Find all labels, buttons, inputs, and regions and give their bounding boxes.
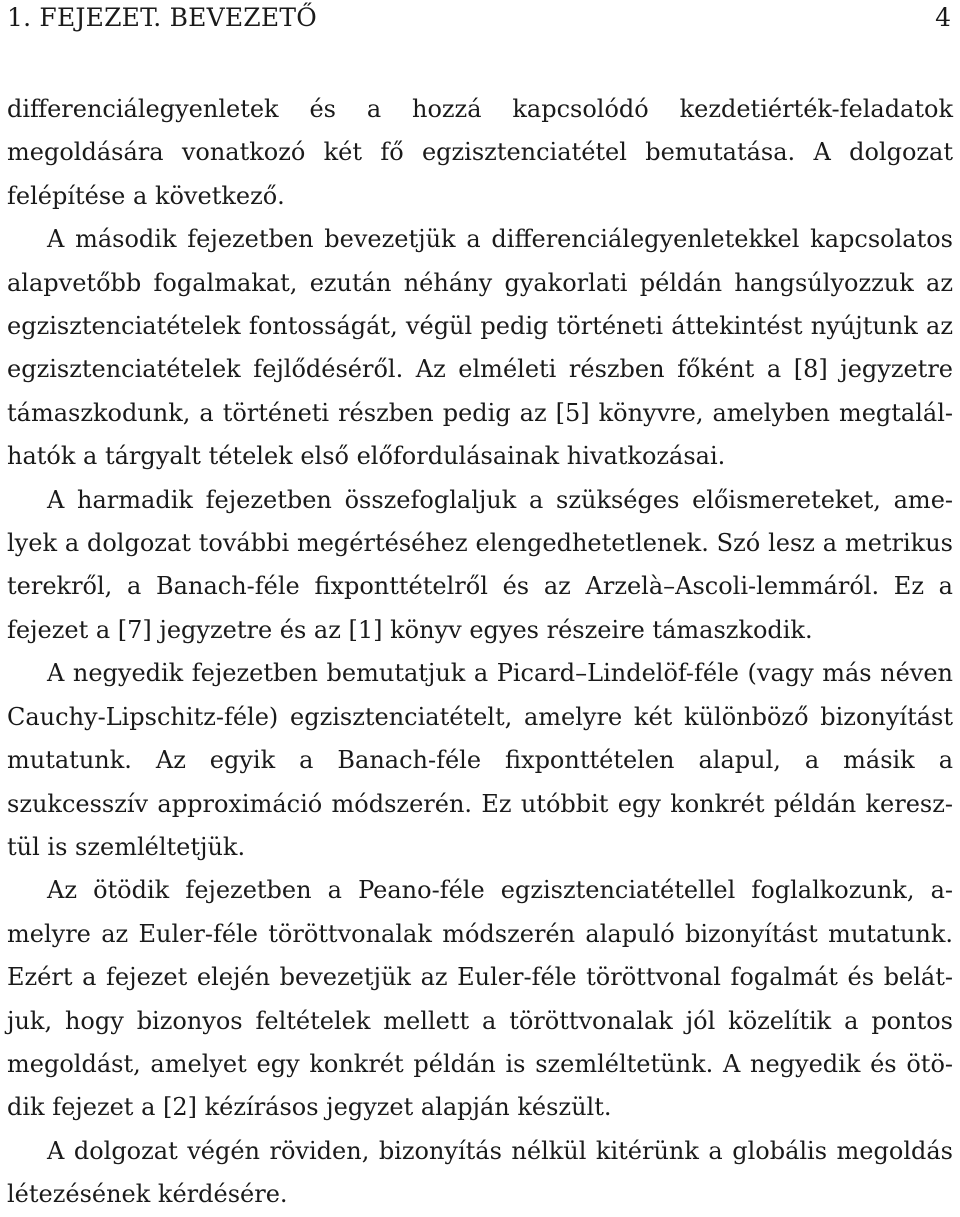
paragraph-continuation: differenciálegyenletek és a hozzá kapcsolódó kezdetiérték-feladatok megoldására vonatkozó két fő egzisztenciatétel bemutatása. A dolgozat felépítése a következő. — [7, 95, 953, 210]
chapter-title: 1. FEJEZET. BEVEZETŐ — [7, 3, 317, 32]
paragraph-chapter-two: A második fejezetben bevezetjük a differenciálegyenletekkel kapcsolatos alapvetőbb fogalmakat, ezután néhány gyakorlati példán hangsúlyozzuk az egzisztenciatételek fontosságát, végül pedig történeti áttekintést nyújtunk az egzisztenciatételek fejlődéséről. Az elméleti részben főként a [8] jegyzetre támaszkodunk, a történeti részben pedig az [5] könyvre, amelyben megtalálhatók a tárgyalt tételek első előfordulásainak hivatkozásai. — [7, 225, 953, 471]
paragraph-closing: A dolgozat végén röviden, bizonyítás nélkül kitérünk a globális megoldás létezésének kérdésére. — [7, 1136, 953, 1209]
document-page — [7, 0, 953, 1209]
paragraph-chapter-three: A harmadik fejezetben összefoglaljuk a szükséges előismereteket, amelyek a dolgozat további megértéséhez elengedhetetlenek. Szó lesz a metrikus terekről, a Banach-féle fixponttételről és az Arzelà–Ascoli-lemmáról. Ez a fejezet a [7] jegyzetre és az [1] könyv egyes részeire támaszkodik. — [7, 485, 953, 644]
running-header — [7, 3, 953, 33]
page-number: 4 — [935, 3, 951, 32]
paragraph-chapter-five: Az ötödik fejezetben a Peano-féle egzisztenciatétellel foglalkozunk, amelyre az Euler-féle töröttvonalak módszerén alapuló bizonyítást mutatunk. Ezért a fejezet elején bevezetjük az Euler-féle töröttvonal fogalmát és belátjuk, hogy bizonyos feltételek mellett a töröttvonalak jól közelítik a pontos megoldást, amelyet egy konkrét példán is szemléltetünk. A negyedik és ötödik fejezet a [2] kézírásos jegyzet alapján készült. — [7, 876, 953, 1122]
paragraph-chapter-four: A negyedik fejezetben bemutatjuk a Picard–Lindelöf-féle (vagy más néven Cauchy-Lipschitz-féle) egzisztenciatételt, amelyre két különböző bizonyítást mutatunk. Az egyik a Banach-féle fixponttételen alapul, a másik a szukcesszív approximáció módszerén. Ez utóbbit egy konkrét példán keresztül is szemléltetjük. — [7, 659, 953, 861]
body-text — [7, 88, 953, 1217]
